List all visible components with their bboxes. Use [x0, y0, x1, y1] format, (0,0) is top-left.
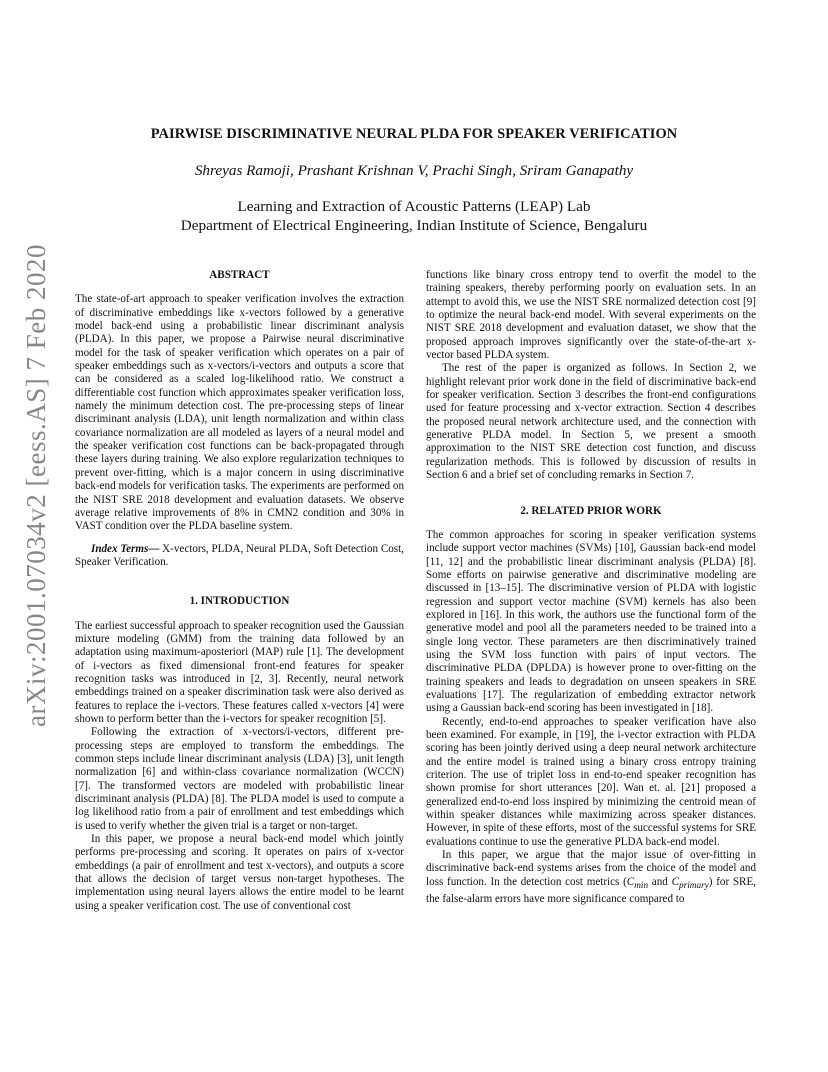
- arxiv-sidebar: [18, 243, 54, 727]
- arxiv-id: arXiv:2001.07034v2 [eess.AS] 7 Feb 2020: [20, 243, 51, 727]
- paper-title: PAIRWISE DISCRIMINATIVE NEURAL PLDA FOR SPEAKER VERIFICATION: [150, 126, 678, 142]
- affiliation-department: Department of Electrical Engineering, Indian Institute of Science, Bengaluru: [180, 217, 648, 234]
- related-paragraph-3: [426, 849, 756, 907]
- right-paragraph-2: The rest of the paper is organized as follows. In Section 2, we highlight relevant prior work done in the field of discriminative back-end for speaker verification. Section 3 describes the front-end configurations used for feature processing and x-vector extraction. Section 4 describes the proposed neural network architecture used, and the connection with generative PLDA model. In Section 5, we present a smooth approximation to the NIST SRE detection cost function, and discuss regularization methods. This is followed by discussion of results in Section 6 and a brief set of concluding remarks in Section 7.: [426, 362, 756, 482]
- intro-paragraph-2: Following the extraction of x-vectors/i-vectors, different pre-processing steps are employed to transform the embeddings. The common steps include linear discriminant analysis (LDA) [3], unit length normalization [6] and within-class covariance normalization (WCCN) [7]. The transformed vectors are modeled with probabilistic linear discriminant analysis (PLDA) [8]. The PLDA model is used to compute a log likelihood ratio from a pair of enrollment and test embeddings which is used to verify whether the given trial is a target or non-target.: [75, 726, 404, 832]
- intro-paragraph-3: In this paper, we propose a neural back-end model which jointly performs pre-processing and scoring. It operates on pairs of x-vector embeddings (a pair of enrollment and test x-vectors), and outputs a score that allows the decision of target versus non-target hypotheses. The implementation using neural layers allows the entire model to be learnt using a speaker verification cost. The use of conventional cost: [75, 833, 404, 912]
- related-paragraph-3-end: ) for SRE, the false-alarm errors have more significance compared to: [426, 875, 756, 906]
- cost-subscript-min: min: [634, 881, 649, 891]
- right-paragraph-1: functions like binary cross entropy tend to overfit the model to the training speakers, thereby performing poorly on evaluation sets. In an attempt to avoid this, we use the NIST SRE normalized detection cost [9] to optimize the neural back-end model. With several experiments on the NIST SRE 2018 development and evaluation dataset, we show that the proposed approach improves significantly over the state-of-the-art x-vector based PLDA system.: [426, 269, 756, 362]
- abstract-heading: ABSTRACT: [209, 269, 270, 281]
- index-terms-text: X-vectors, PLDA, Neural PLDA, Soft Detection Cost, Speaker Verification.: [75, 542, 404, 568]
- right-column: [426, 269, 756, 907]
- related-paragraph-2: Recently, end-to-end approaches to speaker verification have also been examined. For example, in [19], the i-vector extraction with PLDA scoring has been jointly derived using a deep neural network architecture and the entire model is trained using a binary cross entropy training criterion. The use of triplet loss in end-to-end speaker recognition has shown promise for short utterances [20]. Wan et. al. [21] proposed a generalized end-to-end loss inspired by minimizing the centroid mean of within speaker distances while maximizing across speaker distances. However, in spite of these efforts, most of the successful systems for SRE evaluations continue to use the generative PLDA back-end model.: [426, 715, 756, 848]
- related-paragraph-3-start: In this paper, we argue that the major issue of over-fitting in discriminative back-end systems arises from the choice of the model and loss function. In the detection cost metrics (: [426, 849, 756, 888]
- related-paragraph-1: The common approaches for scoring in speaker verification systems include support vector machines (SVMs) [10], Gaussian back-end model [11, 12] and the probabilistic linear discriminant analysis (PLDA) [8]. Some efforts on pairwise generative and discriminative modeling are discussed in [13–15]. The discriminative version of PLDA with logistic regression and support vector machine (SVM) kernels has also been explored in [16]. In this work, the authors use the functional form of the generative model and pool all the parameters needed to be trained into a single long vector. These parameters are then discriminatively trained using the SVM loss function with pairs of input vectors. The discriminative PLDA (DPLDA) is however prone to over-fitting on the training speakers and leads to degradation on unseen speakers in SRE evaluations [17]. The regularization of embedding extractor network using a Gaussian back-end scoring has been investigated in [18].: [426, 528, 756, 715]
- cost-subscript-primary: primary: [678, 881, 709, 891]
- index-terms: [75, 543, 404, 570]
- intro-paragraph-1: The earliest successful approach to speaker recognition used the Gaussian mixture modeling (GMM) from the training data followed by an adaptation using maximum-aposteriori (MAP) rule [1]. The development of i-vectors as fixed dimensional front-end features for speaker recognition tasks was introduced in [2, 3]. Recently, neural network embeddings trained on a speaker discrimination task were also derived as features to replace the i-vectors. These features called x-vectors [4] were shown to perform better than the i-vectors for speaker recognition [5].: [75, 619, 404, 725]
- abstract-text: The state-of-art approach to speaker verification involves the extraction of discriminative embeddings like x-vectors followed by a generative model back-end using a probabilistic linear discriminant analysis (PLDA). In this paper, we propose a Pairwise neural discriminative model for the task of speaker verification which operates on a pair of speaker embeddings such as x-vectors/i-vectors and outputs a score that can be considered as a scaled log-likelihood ratio. We construct a differentiable cost function which approximates speaker verification loss, namely the minimum detection cost. The pre-processing steps of linear discriminant analysis (LDA), unit length normalization and within class covariance normalization are all modeled as layers of a neural model and the speaker verification cost functions can be back-propagated through these layers during training. We also explore regularization techniques to prevent over-fitting, which is a major concern in using discriminative back-end models for verification tasks. The experiments are performed on the NIST SRE 2018 development and evaluation datasets. We observe average relative improvements of 8% in CMN2 condition and 30% in VAST condition over the PLDA baseline system.: [75, 293, 404, 533]
- cost-symbol-c: C: [626, 875, 635, 888]
- related-work-heading: 2. RELATED PRIOR WORK: [520, 504, 662, 517]
- intro-heading: 1. INTRODUCTION: [189, 595, 290, 608]
- left-column: [75, 269, 404, 913]
- affiliation-lab: Learning and Extraction of Acoustic Patterns (LEAP) Lab: [237, 198, 591, 215]
- paper-authors: Shreyas Ramoji, Prashant Krishnan V, Prachi Singh, Sriram Ganapathy: [194, 162, 634, 179]
- cost-symbol-c-primary: C: [671, 875, 679, 888]
- index-terms-label: Index Terms—: [91, 542, 160, 555]
- and-word: and: [648, 875, 672, 888]
